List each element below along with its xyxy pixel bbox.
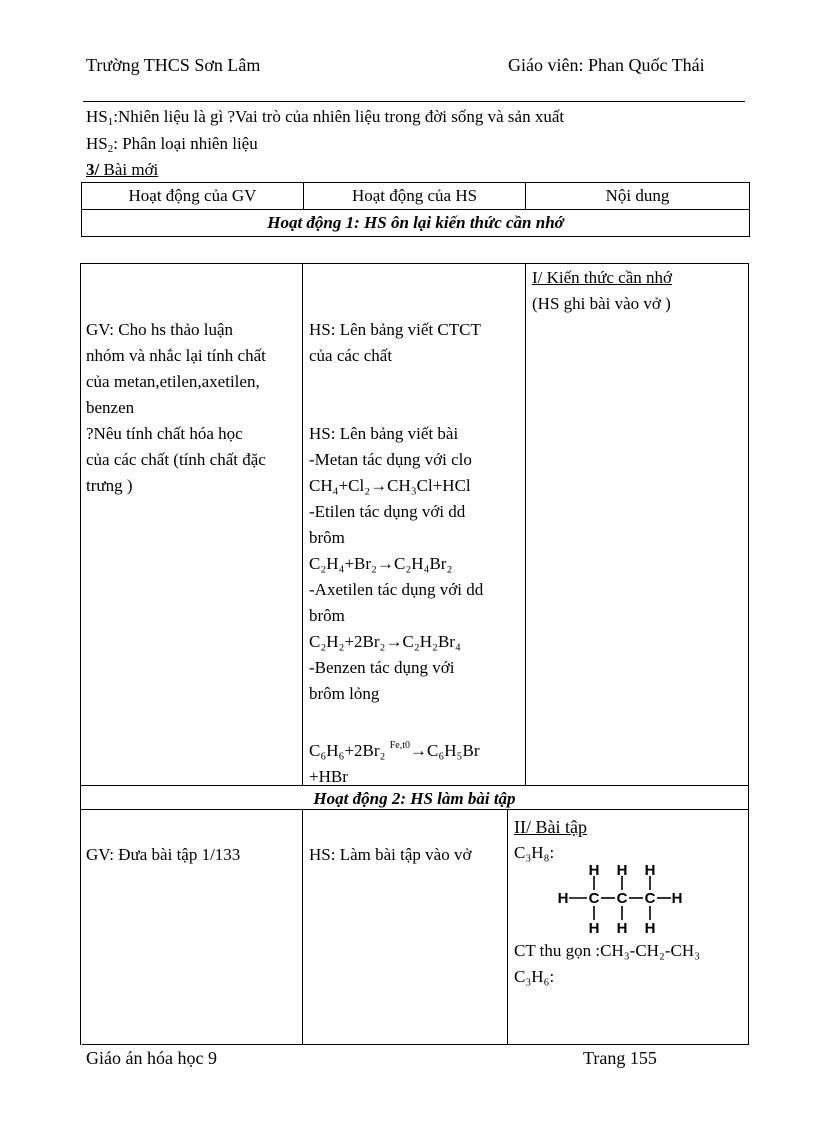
- activity-2-title: Hoạt động 2: HS làm bài tập: [80, 785, 749, 810]
- column-header-content: Nội dung: [526, 183, 750, 210]
- atom-h: H: [616, 920, 628, 937]
- atom-c: C: [644, 890, 656, 907]
- column-divider: [302, 263, 303, 786]
- text-line: của metan,etilen,axetilen,: [86, 372, 260, 391]
- question-hs1: $HS_1:Nhiên$ liệu là gì ?Vai trò của nhiên liệu trong đời sống và sản xuất: [86, 107, 565, 128]
- text-line: brôm: [309, 606, 345, 625]
- text-line: của các chất: [309, 346, 393, 365]
- formula-c3h8: C₃H₈:: [514, 843, 555, 862]
- text-line: -Metan tác dụng với clo: [309, 450, 472, 469]
- exercise-heading: II/ Bài tập: [514, 817, 587, 837]
- header-rule: [83, 101, 745, 102]
- hs-activity-1: [309, 317, 483, 790]
- equation-etilen: C₂H₄+Br₂→C₂H₄Br₂: [309, 554, 453, 573]
- column-divider: [525, 263, 526, 786]
- school-name: Trường THCS Sơn Lâm: [86, 55, 261, 75]
- footer-title: Giáo án hóa học 9: [86, 1048, 217, 1068]
- atom-c: C: [588, 890, 600, 907]
- equation-benzen-cont: +HBr: [309, 767, 348, 786]
- teacher-name: Giáo viên: Phan Quốc Thái: [508, 55, 705, 75]
- text-line: -Benzen tác dụng với: [309, 658, 455, 677]
- text-line: brôm: [309, 528, 345, 547]
- activity-1-title: Hoạt động 1: HS ôn lại kiến thức cần nhớ: [82, 210, 750, 237]
- formula-c3h6: C₃H₆:: [514, 967, 555, 986]
- atom-h: H: [644, 920, 656, 937]
- text-line: ?Nêu tính chất hóa học: [86, 424, 243, 443]
- text-line: nhóm và nhắc lại tính chất: [86, 346, 266, 365]
- knowledge-note: (HS ghi bài vào vở ): [532, 294, 671, 313]
- compact-formula: CT thu gọn :CH₃-CH₂-CH₃: [514, 941, 701, 960]
- gv-activity-2: GV: Đưa bài tập 1/133: [86, 845, 241, 864]
- text-line: benzen: [86, 398, 135, 417]
- activity-header-table: [81, 182, 750, 237]
- text-line: HS: Lên bảng viết bài: [309, 424, 459, 443]
- gv-activity-1: [86, 317, 266, 499]
- column-divider: [507, 809, 508, 1045]
- text-line: brôm lỏng: [309, 684, 380, 703]
- atom-h: H: [644, 862, 656, 879]
- text-line: trưng ): [86, 476, 133, 495]
- column-header-hs: Hoạt động của HS: [304, 183, 526, 210]
- equation-benzen: C₆H₆+2Br₂ $^{Fe,t0}$→C₆H₅Br: [309, 740, 480, 760]
- column-header-gv: Hoạt động của GV: [82, 183, 304, 210]
- text-line: GV: Cho hs thảo luận: [86, 320, 234, 339]
- text-line: -Etilen tác dụng với dd: [309, 502, 466, 521]
- atom-c: C: [616, 890, 628, 907]
- text-line: của các chất (tính chất đặc: [86, 450, 266, 469]
- column-divider: [302, 809, 303, 1045]
- equation-axetilen: C₂H₂+2Br₂→C₂H₂Br₄: [309, 632, 461, 651]
- atom-h: H: [616, 862, 628, 879]
- propane-structure: [555, 860, 690, 938]
- section-heading: 3/ Bài mới: [86, 160, 159, 179]
- text-line: HS: Lên bảng viết CTCT: [309, 320, 481, 339]
- atom-h: H: [671, 890, 683, 907]
- atom-h: H: [588, 920, 600, 937]
- text-line: -Axetilen tác dụng với dd: [309, 580, 484, 599]
- hs-activity-2: HS: Làm bài tập vào vở: [309, 845, 472, 864]
- reaction-condition: Fe,t0: [389, 740, 411, 751]
- page-number: Trang 155: [583, 1048, 657, 1068]
- footer-rule: [82, 1044, 748, 1045]
- question-hs2: $HS_2$: Phân loại nhiên liệu: [86, 134, 258, 155]
- atom-h: H: [557, 890, 569, 907]
- equation-metan: CH₄+Cl₂→CH₃Cl+HCl: [309, 476, 471, 495]
- atom-h: H: [588, 862, 600, 879]
- knowledge-heading: I/ Kiến thức cần nhớ: [532, 268, 672, 287]
